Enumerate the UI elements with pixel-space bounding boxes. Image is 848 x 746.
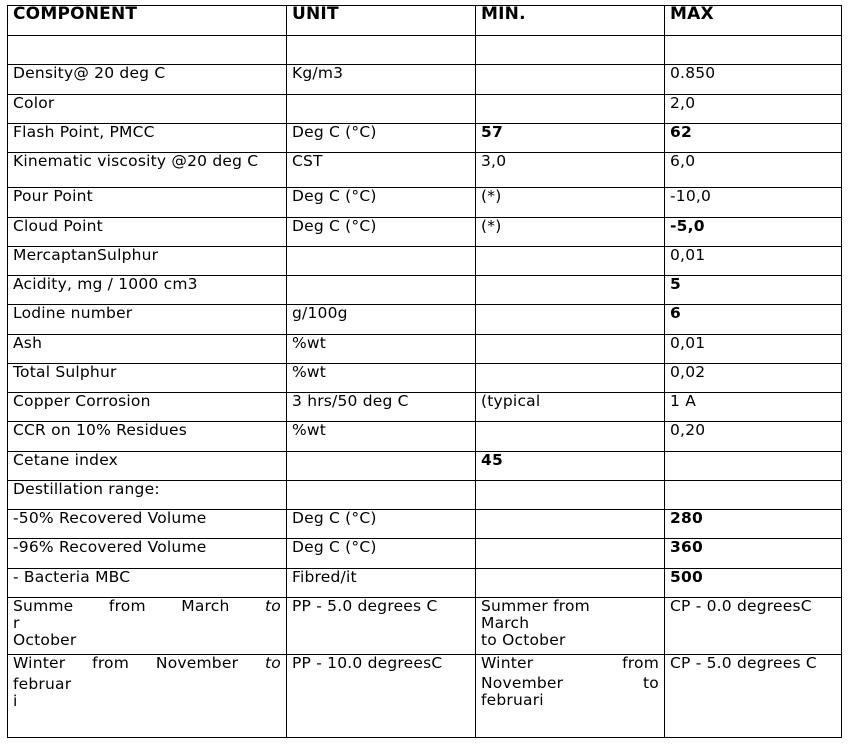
table-cell: 0,20 bbox=[665, 422, 842, 451]
cell-text: to bbox=[265, 597, 281, 615]
cell-text: to bbox=[643, 674, 659, 693]
cell-text: r bbox=[13, 613, 20, 632]
table-cell: %wt bbox=[287, 334, 476, 363]
table-cell: Deg C (°C) bbox=[287, 510, 476, 539]
table-cell bbox=[476, 305, 665, 334]
cell-text: Summer from bbox=[481, 597, 590, 615]
table-row bbox=[8, 36, 842, 65]
table-cell: Cetane index bbox=[8, 451, 287, 480]
table-cell bbox=[665, 480, 842, 509]
table-row bbox=[8, 217, 842, 246]
table-cell: (*) bbox=[476, 217, 665, 246]
header-min: MIN. bbox=[476, 6, 665, 36]
table-cell bbox=[287, 246, 476, 275]
table-cell: Copper Corrosion bbox=[8, 393, 287, 422]
table-cell bbox=[476, 246, 665, 275]
winter-season-line bbox=[13, 655, 281, 672]
table-cell bbox=[287, 94, 476, 123]
cell-text: februar bbox=[13, 675, 72, 694]
header-row bbox=[8, 6, 842, 36]
summer-season-cell bbox=[8, 597, 287, 654]
table-cell bbox=[476, 480, 665, 509]
specification-table bbox=[7, 5, 842, 738]
table-cell: Acidity, mg / 1000 cm3 bbox=[8, 276, 287, 305]
table-cell: Flash Point, PMCC bbox=[8, 123, 287, 152]
table-row bbox=[8, 153, 842, 188]
table-cell bbox=[665, 451, 842, 480]
cell-text: from bbox=[108, 597, 146, 615]
table-cell bbox=[476, 334, 665, 363]
table-row bbox=[8, 94, 842, 123]
table-cell: 6 bbox=[665, 305, 842, 334]
table-cell bbox=[287, 480, 476, 509]
table-cell: Total Sulphur bbox=[8, 363, 287, 392]
table-cell bbox=[476, 510, 665, 539]
cell-text: March bbox=[181, 597, 230, 615]
table-cell: 0,01 bbox=[665, 246, 842, 275]
table-cell: Destillation range: bbox=[8, 480, 287, 509]
header-max: MAX bbox=[665, 6, 842, 36]
winter-season-cell bbox=[8, 655, 287, 738]
table-cell bbox=[287, 276, 476, 305]
table-row bbox=[8, 510, 842, 539]
table-cell bbox=[665, 36, 842, 65]
table-cell: 280 bbox=[665, 510, 842, 539]
table-cell: Kg/m3 bbox=[287, 65, 476, 94]
cell-text: i bbox=[13, 692, 18, 711]
table-row bbox=[8, 451, 842, 480]
table-cell: Density@ 20 deg C bbox=[8, 65, 287, 94]
table-cell: PP - 5.0 degrees C bbox=[287, 597, 476, 654]
table-row bbox=[8, 246, 842, 275]
table-cell: -96% Recovered Volume bbox=[8, 539, 287, 568]
table-cell: 0.850 bbox=[665, 65, 842, 94]
table-cell: (*) bbox=[476, 188, 665, 217]
table-cell: Ash bbox=[8, 334, 287, 363]
cell-text: October bbox=[13, 630, 77, 649]
cell-line bbox=[481, 655, 659, 672]
winter-min-cell bbox=[476, 655, 665, 738]
table-cell: PP - 10.0 degreesC bbox=[287, 655, 476, 738]
table-cell bbox=[476, 94, 665, 123]
table-cell: %wt bbox=[287, 422, 476, 451]
cell-text: Winter bbox=[481, 654, 534, 673]
table-cell: - Bacteria MBC bbox=[8, 568, 287, 597]
table-cell: 0,02 bbox=[665, 363, 842, 392]
table-cell bbox=[287, 36, 476, 65]
table-row-winter bbox=[8, 655, 842, 738]
table-cell: (typical bbox=[476, 393, 665, 422]
table-cell: Deg C (°C) bbox=[287, 188, 476, 217]
table-cell: Deg C (°C) bbox=[287, 123, 476, 152]
table-row-summer bbox=[8, 597, 842, 654]
table-row bbox=[8, 188, 842, 217]
summer-min-cell bbox=[476, 597, 665, 654]
table-row bbox=[8, 305, 842, 334]
cell-line bbox=[481, 675, 659, 692]
table-cell: 6,0 bbox=[665, 153, 842, 188]
table-row bbox=[8, 480, 842, 509]
table-cell: Pour Point bbox=[8, 188, 287, 217]
table-row bbox=[8, 422, 842, 451]
table-cell bbox=[476, 363, 665, 392]
cell-text: from bbox=[622, 654, 659, 673]
cell-text: to bbox=[265, 654, 281, 673]
table-cell: 45 bbox=[476, 451, 665, 480]
table-cell: 3 hrs/50 deg C bbox=[287, 393, 476, 422]
table-cell: -10,0 bbox=[665, 188, 842, 217]
table-cell bbox=[476, 65, 665, 94]
table-cell bbox=[476, 36, 665, 65]
table-cell: Deg C (°C) bbox=[287, 539, 476, 568]
table-cell: Cloud Point bbox=[8, 217, 287, 246]
table-cell: Fibred/it bbox=[287, 568, 476, 597]
table-cell: MercaptanSulphur bbox=[8, 246, 287, 275]
table-cell bbox=[476, 568, 665, 597]
cell-text: februari bbox=[481, 691, 544, 710]
table-cell: Deg C (°C) bbox=[287, 217, 476, 246]
table-row bbox=[8, 393, 842, 422]
cell-text: to October bbox=[481, 630, 566, 649]
table-cell: 500 bbox=[665, 568, 842, 597]
table-cell bbox=[476, 539, 665, 568]
table-cell: CP - 5.0 degrees C bbox=[665, 655, 842, 738]
table-cell bbox=[476, 422, 665, 451]
table-row bbox=[8, 568, 842, 597]
table-cell: Lodine number bbox=[8, 305, 287, 334]
table-cell: CCR on 10% Residues bbox=[8, 422, 287, 451]
table-row bbox=[8, 65, 842, 94]
table-cell: Color bbox=[8, 94, 287, 123]
table-cell bbox=[476, 276, 665, 305]
table-cell: 3,0 bbox=[476, 153, 665, 188]
table-row bbox=[8, 123, 842, 152]
table-row bbox=[8, 539, 842, 568]
table-row bbox=[8, 276, 842, 305]
table-cell bbox=[8, 36, 287, 65]
table-cell: 62 bbox=[665, 123, 842, 152]
summer-season-line bbox=[13, 598, 281, 615]
table-cell: 1 A bbox=[665, 393, 842, 422]
cell-text: Winter bbox=[13, 654, 66, 673]
cell-text: March bbox=[481, 613, 530, 632]
cell-text: November bbox=[481, 674, 564, 693]
table-cell: 0,01 bbox=[665, 334, 842, 363]
table-cell: g/100g bbox=[287, 305, 476, 334]
cell-text: from bbox=[92, 654, 130, 673]
table-cell: -5,0 bbox=[665, 217, 842, 246]
table-cell: Kinematic viscosity @20 deg C bbox=[8, 153, 287, 188]
cell-text: Summe bbox=[13, 597, 74, 615]
header-unit: UNIT bbox=[287, 6, 476, 36]
cell-text: November bbox=[155, 654, 239, 673]
table-cell: 360 bbox=[665, 539, 842, 568]
table-cell: 57 bbox=[476, 123, 665, 152]
table-cell: -50% Recovered Volume bbox=[8, 510, 287, 539]
table-row bbox=[8, 334, 842, 363]
header-component: COMPONENT bbox=[8, 6, 287, 36]
table-cell bbox=[287, 451, 476, 480]
table-row bbox=[8, 363, 842, 392]
table-cell: 5 bbox=[665, 276, 842, 305]
table-cell: CST bbox=[287, 153, 476, 188]
table-cell: %wt bbox=[287, 363, 476, 392]
table-cell: CP - 0.0 degreesC bbox=[665, 597, 842, 654]
table-cell: 2,0 bbox=[665, 94, 842, 123]
